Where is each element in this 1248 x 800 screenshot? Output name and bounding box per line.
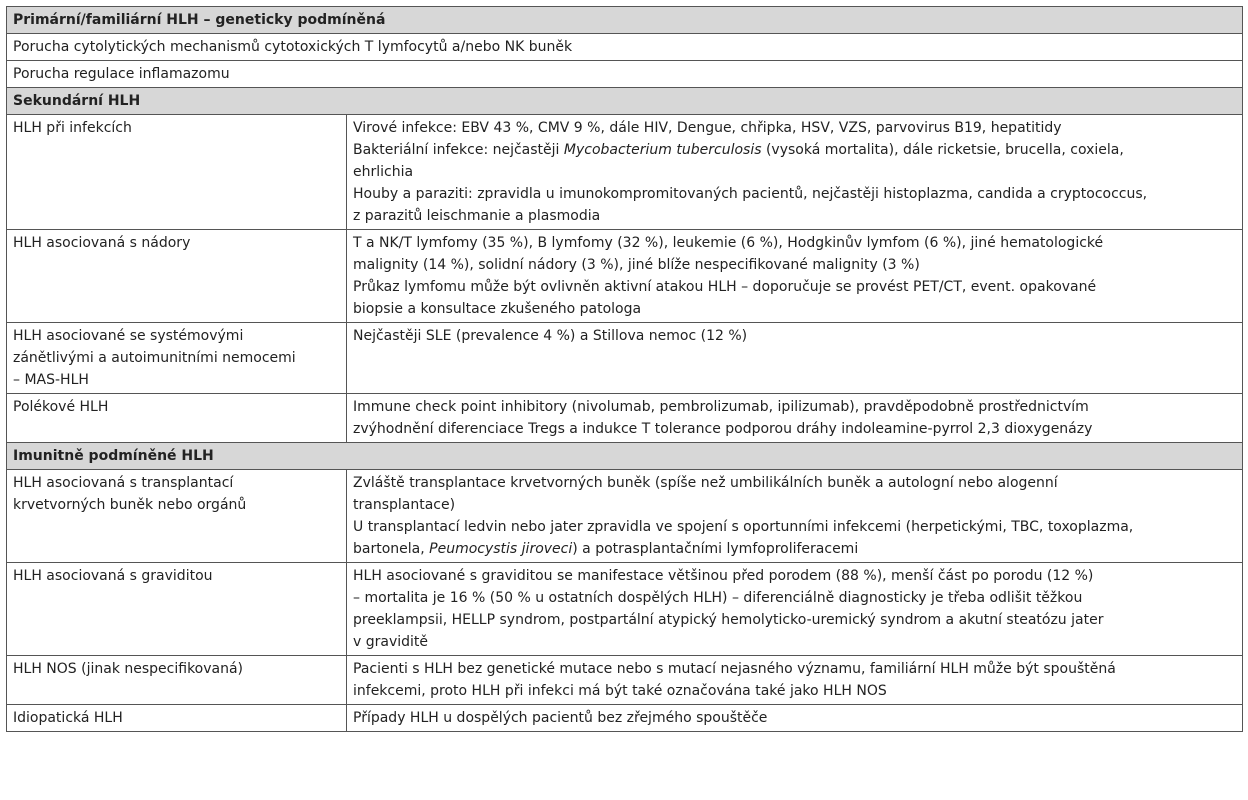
description-line: transplantace) <box>353 497 456 513</box>
table-row <box>7 563 1243 656</box>
table-row <box>7 115 1243 230</box>
description-line: Nejčastěji SLE (prevalence 4 %) a Stillova nemoc (12 %) <box>353 328 748 344</box>
description-line: T a NK/T lymfomy (35 %), B lymfomy (32 %), leukemie (6 %), Hodgkinův lymfom (6 %), jiné hematologické <box>353 235 1104 251</box>
row-label: HLH asociovaná s graviditou <box>7 563 347 656</box>
description-line: v graviditě <box>353 634 429 650</box>
row-description <box>347 656 1243 705</box>
table-row <box>7 470 1243 563</box>
section-title: Sekundární HLH <box>7 88 1243 115</box>
description-line: biopsie a konsultace zkušeného patologa <box>353 301 642 317</box>
description-line: ehrlichia <box>353 164 414 180</box>
description-line: bartonela, Peumocystis jiroveci) a potrasplantačními lymfoproliferacemi <box>353 541 859 557</box>
description-line: malignity (14 %), solidní nádory (3 %), jiné blíže nespecifikované malignity (3 %) <box>353 257 920 273</box>
description-line: Bakteriální infekce: nejčastěji Mycobacterium tuberculosis (vysoká mortalita), dále ricketsie, brucella, coxiela, <box>353 142 1124 158</box>
label-line: zánětlivými a autoimunitními nemocemi <box>13 350 296 366</box>
row-description <box>347 323 1243 394</box>
table-row <box>7 230 1243 323</box>
hlh-classification-table <box>6 6 1243 732</box>
table-row <box>7 323 1243 394</box>
description-line: Pacienti s HLH bez genetické mutace nebo s mutací nejasného významu, familiární HLH může být spouštěná <box>353 661 1116 677</box>
table-row <box>7 656 1243 705</box>
label-line: krvetvorných buněk nebo orgánů <box>13 497 247 513</box>
description-line: preeklampsii, HELLP syndrom, postpartální atypický hemolyticko-uremický syndrom a akutní steatózu jater <box>353 612 1104 628</box>
section-header-immune <box>7 443 1243 470</box>
label-line: HLH asociované se systémovými <box>13 328 244 344</box>
row-description <box>347 230 1243 323</box>
row-label: Idiopatická HLH <box>7 705 347 732</box>
section-header-secondary <box>7 88 1243 115</box>
description-line: z parazitů leischmanie a plasmodia <box>353 208 601 224</box>
row-label: HLH NOS (jinak nespecifikovaná) <box>7 656 347 705</box>
table-row <box>7 705 1243 732</box>
description-line: zvýhodnění diferenciace Tregs a indukce T tolerance podporou dráhy indoleamine-pyrrol 2,3 dioxygenázy <box>353 421 1093 437</box>
description-line: Virové infekce: EBV 43 %, CMV 9 %, dále HIV, Dengue, chřipka, HSV, VZS, parvovirus B19, hepatitidy <box>353 120 1062 136</box>
row-description <box>347 705 1243 732</box>
row-description <box>347 470 1243 563</box>
section-title: Primární/familiární HLH – geneticky podmíněná <box>7 7 1243 34</box>
row-label <box>7 470 347 563</box>
full-row-text: Porucha cytolytických mechanismů cytotoxických T lymfocytů a/nebo NK buněk <box>7 34 1243 61</box>
table-row <box>7 34 1243 61</box>
row-label <box>7 323 347 394</box>
description-line: Immune check point inhibitory (nivolumab, pembrolizumab, ipilizumab), pravděpodobně prostřednictvím <box>353 399 1089 415</box>
row-description <box>347 563 1243 656</box>
full-row-text: Porucha regulace inflamazomu <box>7 61 1243 88</box>
table-row <box>7 394 1243 443</box>
description-line: Houby a paraziti: zpravidla u imunokompromitovaných pacientů, nejčastěji histoplazma, candida a cryptococcus, <box>353 186 1148 202</box>
table-row <box>7 61 1243 88</box>
description-line: HLH asociované s graviditou se manifestace většinou před porodem (88 %), menší část po porodu (12 %) <box>353 568 1094 584</box>
section-title: Imunitně podmíněné HLH <box>7 443 1243 470</box>
hlh-classification-table-wrapper <box>6 6 1242 732</box>
description-line: – mortalita je 16 % (50 % u ostatních dospělých HLH) – diferenciálně diagnosticky je třeba odlišit těžkou <box>353 590 1083 606</box>
organism-name: Mycobacterium tuberculosis <box>563 142 762 158</box>
label-line: – MAS-HLH <box>13 372 89 388</box>
row-label: Polékové HLH <box>7 394 347 443</box>
label-line: HLH asociovaná s transplantací <box>13 475 234 491</box>
description-line: infekcemi, proto HLH při infekci má být také označována také jako HLH NOS <box>353 683 887 699</box>
row-label: HLH při infekcích <box>7 115 347 230</box>
description-line: Průkaz lymfomu může být ovlivněn aktivní atakou HLH – doporučuje se provést PET/CT, event. opakované <box>353 279 1097 295</box>
description-line: Případy HLH u dospělých pacientů bez zřejmého spouštěče <box>353 710 768 726</box>
organism-name: Peumocystis jiroveci <box>429 541 573 557</box>
row-description <box>347 394 1243 443</box>
row-description <box>347 115 1243 230</box>
section-header-primary <box>7 7 1243 34</box>
description-line: U transplantací ledvin nebo jater zpravidla ve spojení s oportunními infekcemi (herpetickými, TBC, toxoplazma, <box>353 519 1134 535</box>
row-label: HLH asociovaná s nádory <box>7 230 347 323</box>
description-line: Zvláště transplantace krvetvorných buněk (spíše než umbilikálních buněk a autologní nebo alogenní <box>353 475 1058 491</box>
